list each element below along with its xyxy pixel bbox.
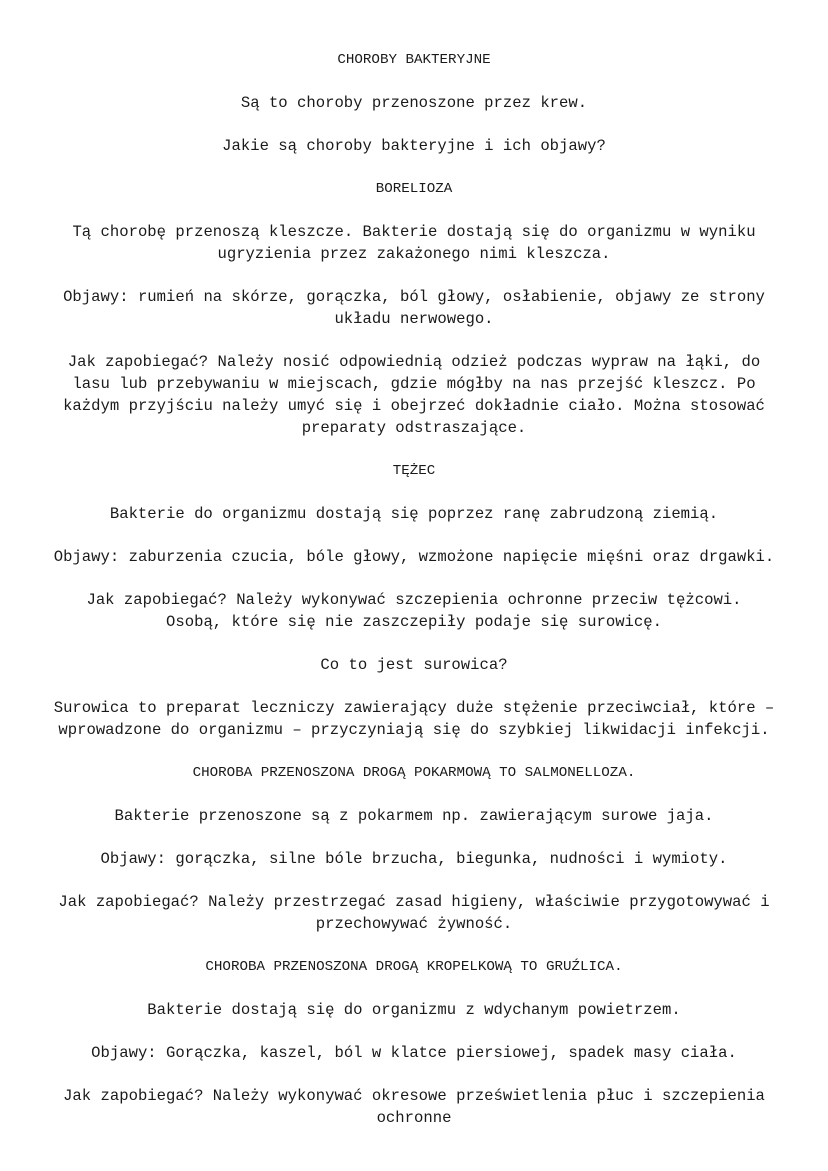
gruzlica-symptoms: Objawy: Gorączka, kaszel, ból w klatce piersiowej, spadek masy ciała. <box>91 1044 737 1062</box>
section-heading-gruzlica: CHOROBA PRZENOSZONA DROGĄ KROPELKOWĄ TO GRUŹLICA. <box>205 959 623 975</box>
document-page <box>0 49 828 1150</box>
section-heading-tezec: TĘŻEC <box>392 463 436 479</box>
borelioza-prevention: Jak zapobiegać? Należy nosić odpowiednią odzież podczas wypraw na łąki, do lasu lub przebywaniu w miejscach, gdzie mógłby na nas przejść kleszcz. Po każdym przyjściu należy umyć się i obejrzeć dokładnie ciało. Można stosować preparaty odstraszające. <box>63 353 765 437</box>
borelioza-description: Tą chorobę przenoszą kleszcze. Bakterie dostają się do organizmu w wyniku ugryzienia przez zakażonego nimi kleszcza. <box>72 223 756 263</box>
section-heading-salmonelloza: CHOROBA PRZENOSZONA DROGĄ POKARMOWĄ TO SALMONELLOZA. <box>192 765 636 781</box>
gruzlica-prevention: Jak zapobiegać? Należy wykonywać okresowe prześwietlenia płuc i szczepienia ochronne <box>63 1087 765 1127</box>
salmonelloza-description: Bakterie przenoszone są z pokarmem np. zawierającym surowe jaja. <box>114 807 714 825</box>
salmonelloza-symptoms: Objawy: gorączka, silne bóle brzucha, biegunka, nudności i wymioty. <box>100 850 728 868</box>
borelioza-symptoms: Objawy: rumień na skórze, gorączka, ból głowy, osłabienie, objawy ze strony układu nerwowego. <box>63 288 765 328</box>
tezec-prevention: Jak zapobiegać? Należy wykonywać szczepienia ochronne przeciw tężcowi. Osobą, które się nie zaszczepiły podaje się surowicę. <box>86 591 742 631</box>
surowica-definition: Surowica to preparat leczniczy zawierający duże stężenie przeciwciał, które – wprowadzone do organizmu – przyczyniają się do szybkiej likwidacji infekcji. <box>53 699 775 739</box>
document-title: CHOROBY BAKTERYJNE <box>337 52 491 68</box>
surowica-question: Co to jest surowica? <box>320 656 508 674</box>
intro-paragraph: Są to choroby przenoszone przez krew. <box>240 94 588 112</box>
salmonelloza-prevention: Jak zapobiegać? Należy przestrzegać zasad higieny, właściwie przygotowywać i przechowywać żywność. <box>58 893 770 933</box>
gruzlica-description: Bakterie dostają się do organizmu z wdychanym powietrzem. <box>147 1001 681 1019</box>
section-heading-borelioza: BORELIOZA <box>375 181 453 197</box>
question-paragraph: Jakie są choroby bakteryjne i ich objawy? <box>222 137 606 155</box>
tezec-symptoms: Objawy: zaburzenia czucia, bóle głowy, wzmożone napięcie mięśni oraz drgawki. <box>53 548 775 566</box>
tezec-description: Bakterie do organizmu dostają się poprzez ranę zabrudzoną ziemią. <box>109 505 719 523</box>
